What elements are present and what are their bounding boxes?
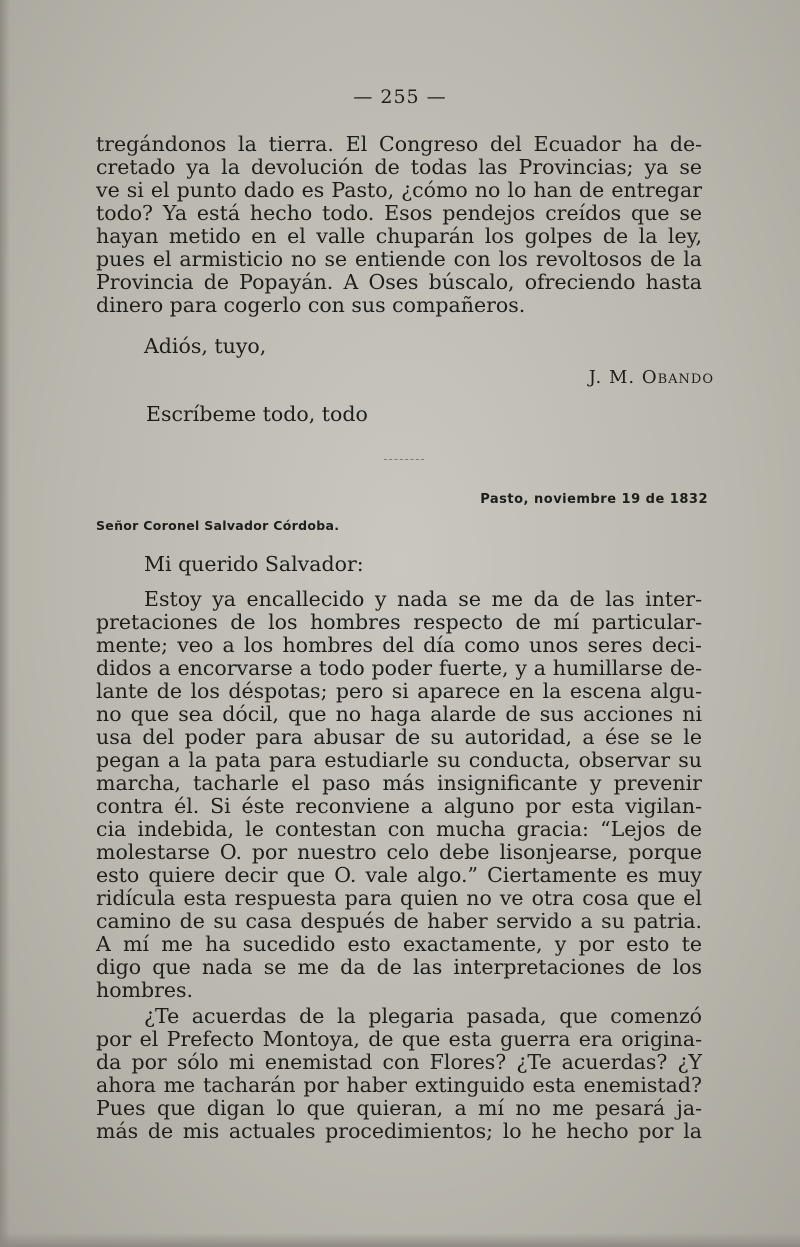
text-line: pegan a la pata para estudiarle su conducta, observar su (96, 748, 702, 772)
paragraph-body (96, 1005, 702, 1143)
text-line: camino de su casa después de haber servido a su patria. (96, 909, 702, 933)
text-line: dinero para cogerlo con sus compañeros. (96, 293, 526, 317)
signature-surname: Obando (641, 367, 714, 388)
postscript: Escríbeme todo, todo (146, 402, 368, 426)
text-line: hayan metido en el valle chuparán los golpes de la ley, (96, 224, 702, 248)
text-line: Estoy ya encallecido y nada se me da de las inter- (144, 587, 702, 611)
letter-closing: Adiós, tuyo, (144, 334, 267, 358)
section-divider (384, 459, 424, 460)
salutation: Mi querido Salvador: (144, 552, 364, 576)
text-line: Provincia de Popayán. A Oses búscalo, ofreciendo hasta (96, 270, 702, 294)
text-line: usa del poder para abusar de su autoridad, a ése se le (96, 725, 702, 749)
text-line: hombres. (96, 978, 194, 1002)
text-line: ¿Te acuerdas de la plegaria pasada, que comenzó (144, 1004, 702, 1028)
paragraph-body (96, 588, 702, 1002)
text-line: Pues que digan lo que quieran, a mí no me pesará ja- (96, 1096, 702, 1120)
text-line: A mí me ha sucedido esto exactamente, y por esto te (96, 932, 702, 956)
text-line: lante de los déspotas; pero si aparece en la escena algu- (96, 679, 702, 703)
text-line: ahora me tacharán por haber extinguido esta enemistad? (96, 1073, 702, 1097)
text-line: no que sea dócil, que no haga alarde de sus acciones ni (96, 702, 702, 726)
paragraph-continuation (96, 133, 702, 317)
signature-initials: J. M. (588, 367, 636, 388)
text-line: contra él. Si éste reconviene a alguno por esta vigilan- (96, 794, 702, 818)
text-line: ridícula esta respuesta para quien no ve otra cosa que el (96, 886, 702, 910)
text-line: pues el armisticio no se entiende con los revoltosos de la (96, 247, 702, 271)
text-line: marcha, tacharle el paso más insignificante y prevenir (96, 771, 702, 795)
text-line: esto quiere decir que O. vale algo.” Ciertamente es muy (96, 863, 702, 887)
text-line: cia indebida, le contestan con mucha gracia: “Lejos de (96, 817, 702, 841)
text-line: molestarse O. por nuestro celo debe lisonjearse, porque (96, 840, 702, 864)
text-line: tregándonos la tierra. El Congreso del Ecuador ha de- (96, 132, 702, 156)
signature (589, 367, 714, 388)
text-line: ve si el punto dado es Pasto, ¿cómo no lo han de entregar (96, 178, 702, 202)
text-line: más de mis actuales procedimientos; lo he hecho por la (96, 1119, 702, 1143)
text-line: da por sólo mi enemistad con Flores? ¿Te acuerdas? ¿Y (96, 1050, 702, 1074)
text-line: didos a encorvarse a todo poder fuerte, y a humillarse de- (96, 656, 702, 680)
page-number: — 255 — (353, 86, 447, 108)
text-line: pretaciones de los hombres respecto de mí particular- (96, 610, 702, 634)
text-line: cretado ya la devolución de todas las Provincias; ya se (96, 155, 702, 179)
text-line: digo que nada se me da de las interpretaciones de los (96, 955, 702, 979)
text-line: mente; veo a los hombres del día como unos seres deci- (96, 633, 702, 657)
text-line: por el Prefecto Montoya, de que esta guerra era origina- (96, 1027, 702, 1051)
dateline: Pasto, noviembre 19 de 1832 (480, 492, 708, 507)
text-line: todo? Ya está hecho todo. Esos pendejos creídos que se (96, 201, 702, 225)
addressee: Señor Coronel Salvador Córdoba. (96, 518, 340, 533)
